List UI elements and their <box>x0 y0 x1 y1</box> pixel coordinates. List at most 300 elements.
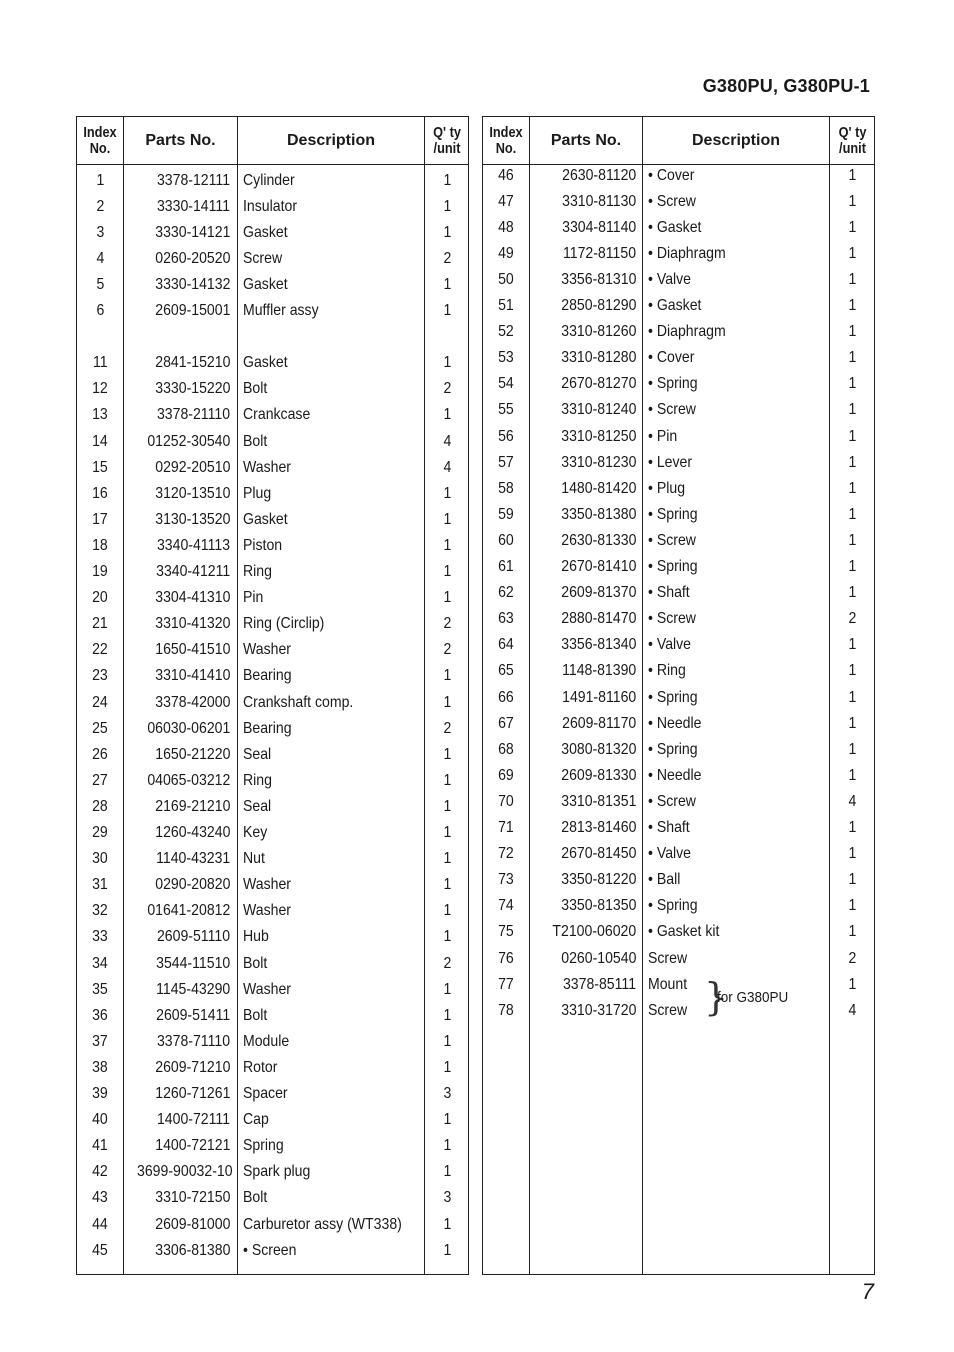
table-row <box>77 1212 468 1238</box>
description-cell: Nut <box>243 850 265 868</box>
qty-cell: 1 <box>848 819 857 836</box>
table-row <box>483 397 874 423</box>
table-row <box>483 241 874 267</box>
qty-cell: 1 <box>443 824 451 841</box>
index-cell: 42 <box>92 1163 108 1181</box>
index-cell: 34 <box>92 954 108 972</box>
description-cell: • Screw <box>648 610 696 628</box>
parts-no-cell: T2100-06020 <box>552 923 636 941</box>
description-cell: • Spring <box>648 558 698 575</box>
table-row <box>483 789 874 815</box>
parts-no-cell: 2609-81330 <box>560 766 636 784</box>
qty-cell: 1 <box>848 401 857 419</box>
index-cell: 71 <box>498 819 514 836</box>
table-row <box>483 319 874 345</box>
parts-no-cell: 2609-81000 <box>154 1215 230 1233</box>
parts-no-cell: 2169-21210 <box>154 797 230 815</box>
parts-no-cell: 3310-81240 <box>560 401 636 419</box>
qty-cell: 1 <box>443 510 451 528</box>
index-cell: 32 <box>92 902 108 920</box>
qty-cell: 1 <box>443 902 451 920</box>
qty-cell: 1 <box>848 740 857 758</box>
index-cell: 75 <box>498 923 514 941</box>
parts-no-cell: 1650-21220 <box>154 745 230 763</box>
qty-cell: 1 <box>443 1241 451 1259</box>
table-row <box>483 606 874 632</box>
header-index: Index No. <box>83 123 117 157</box>
table-row <box>483 450 874 476</box>
description-cell: Screw <box>648 1001 688 1019</box>
index-cell: 49 <box>498 244 514 262</box>
parts-no-cell: 1400-72111 <box>156 1111 230 1129</box>
qty-cell: 1 <box>848 766 857 784</box>
qty-cell <box>425 324 469 350</box>
qty-cell: 1 <box>443 1137 451 1155</box>
qty-cell: 1 <box>848 923 857 941</box>
table-row <box>77 429 468 455</box>
index-cell: 46 <box>498 166 514 184</box>
qty-cell: 4 <box>443 458 451 476</box>
table-row <box>483 867 874 893</box>
parts-no-cell: 04065-03212 <box>147 771 230 789</box>
index-cell: 3 <box>96 223 104 241</box>
qty-cell: 1 <box>848 975 857 993</box>
table-row <box>77 402 468 428</box>
description-cell: • Valve <box>648 270 692 288</box>
index-cell: 25 <box>92 719 108 737</box>
parts-no-cell: 1145-43290 <box>155 980 230 998</box>
parts-no-cell: 3304-41310 <box>154 589 230 607</box>
table-row <box>483 919 874 945</box>
table-row <box>483 893 874 919</box>
index-cell: 27 <box>92 771 108 789</box>
header-parts-no: Parts No. <box>145 131 216 149</box>
index-cell: 16 <box>92 484 108 502</box>
table-row <box>483 815 874 841</box>
table-row <box>77 507 468 533</box>
index-cell: 20 <box>92 589 108 607</box>
qty-cell: 2 <box>848 610 857 628</box>
description-cell: Cap <box>243 1111 269 1129</box>
qty-cell: 1 <box>443 563 451 580</box>
table-row <box>483 371 874 397</box>
table-row <box>77 350 468 376</box>
table-row <box>77 1185 468 1211</box>
description-cell: Crankshaft comp. <box>243 693 354 711</box>
qty-cell: 1 <box>443 484 451 502</box>
description-cell: Washer <box>243 458 291 476</box>
parts-no-cell: 3310-72150 <box>154 1189 230 1207</box>
parts-no-cell: 0260-10540 <box>560 949 636 967</box>
qty-cell: 1 <box>848 897 857 915</box>
table-row <box>77 1159 468 1185</box>
parts-table-left <box>76 116 469 1275</box>
description-cell: Gasket <box>243 275 288 293</box>
index-cell: 72 <box>498 845 514 863</box>
parts-no-cell: 2609-15001 <box>154 302 230 319</box>
brace-icon: } <box>704 975 729 1019</box>
parts-no-cell: 2609-81170 <box>561 714 636 732</box>
qty-cell: 1 <box>848 270 857 288</box>
table-row <box>77 1029 468 1055</box>
description-cell: • Ring <box>648 662 686 680</box>
index-cell: 2 <box>96 197 104 215</box>
index-cell: 12 <box>92 380 108 398</box>
index-cell: 66 <box>498 688 514 706</box>
index-cell: 78 <box>498 1001 514 1019</box>
index-cell: 39 <box>92 1085 108 1102</box>
table-row <box>77 977 468 1003</box>
description-cell: Ring <box>243 563 272 580</box>
description-cell: Bolt <box>243 954 268 972</box>
index-cell: 18 <box>92 536 108 554</box>
index-cell: 6 <box>96 302 104 319</box>
index-cell <box>77 324 123 350</box>
parts-no-cell: 3378-71110 <box>156 1032 230 1050</box>
index-cell: 14 <box>92 432 108 450</box>
table-row <box>483 528 874 554</box>
qty-cell: 1 <box>848 505 857 523</box>
qty-cell: 1 <box>443 1006 451 1024</box>
index-cell: 62 <box>498 584 514 602</box>
parts-no-cell: 0292-20510 <box>154 458 230 476</box>
index-cell: 35 <box>92 980 108 998</box>
index-cell: 48 <box>498 218 514 236</box>
description-cell: • Spring <box>648 740 698 758</box>
parts-no-cell: 2880-81470 <box>560 610 636 628</box>
description-cell: Rotor <box>243 1058 278 1076</box>
description-cell: Screw <box>648 949 688 967</box>
parts-no-cell: 0260-20520 <box>154 249 230 267</box>
parts-no-cell: 1260-43240 <box>154 824 230 841</box>
description-cell: • Shaft <box>648 819 690 836</box>
table-row <box>77 742 468 768</box>
description-cell: Bearing <box>243 667 292 685</box>
description-cell: Washer <box>243 902 291 920</box>
description-cell: • Cover <box>648 349 695 367</box>
description-cell: • Gasket <box>648 218 702 236</box>
qty-cell: 1 <box>848 166 857 184</box>
description-cell: • Plug <box>648 479 686 497</box>
parts-no-cell: 1260-71261 <box>154 1085 230 1102</box>
description-cell: Piston <box>243 536 283 554</box>
qty-cell: 2 <box>443 641 451 659</box>
qty-cell: 4 <box>443 432 451 450</box>
description-cell: Bolt <box>243 1189 268 1207</box>
description-cell: Ring (Circlip) <box>243 615 325 633</box>
table-row <box>483 163 874 189</box>
qty-cell: 1 <box>443 275 451 293</box>
parts-no-cell: 3330-14121 <box>154 223 230 241</box>
index-cell: 64 <box>498 636 514 654</box>
description-cell: Spacer <box>243 1085 288 1102</box>
parts-no-cell: 3378-21110 <box>156 406 230 424</box>
description-cell: Muffler assy <box>243 302 319 319</box>
table-row <box>77 1107 468 1133</box>
index-cell: 21 <box>92 615 108 633</box>
qty-cell: 1 <box>443 928 451 946</box>
description-cell: Spring <box>243 1137 284 1155</box>
qty-cell: 1 <box>443 745 451 763</box>
parts-no-cell: 3350-81350 <box>560 897 636 915</box>
index-cell: 53 <box>498 349 514 367</box>
parts-no-cell: 3340-41211 <box>155 563 230 580</box>
qty-cell: 3 <box>443 1189 451 1207</box>
table-row <box>77 194 468 220</box>
parts-no-cell <box>124 324 230 350</box>
description-cell: Crankcase <box>243 406 311 424</box>
header-qty: Q' ty /unit <box>838 123 867 157</box>
qty-cell: 1 <box>443 589 451 607</box>
description-cell: • Screen <box>243 1241 297 1259</box>
qty-cell: 1 <box>443 197 451 215</box>
table-row <box>77 611 468 637</box>
qty-cell: 1 <box>848 479 857 497</box>
index-cell: 52 <box>498 323 514 341</box>
parts-no-cell: 3310-81260 <box>560 323 636 341</box>
table-row <box>77 272 468 298</box>
brace-note: for G380PU <box>717 989 789 1006</box>
description-cell: Key <box>243 824 268 841</box>
description-cell: Bearing <box>243 719 292 737</box>
qty-cell: 1 <box>848 192 857 210</box>
table-row <box>77 637 468 663</box>
index-cell: 50 <box>498 270 514 288</box>
parts-no-cell: 3310-81351 <box>560 792 636 810</box>
description-cell: • Valve <box>648 845 692 863</box>
table-row <box>77 794 468 820</box>
parts-no-cell: 3699-90032-10 <box>137 1163 233 1181</box>
description-cell: Carburetor assy (WT338) <box>243 1215 402 1233</box>
description-cell: • Spring <box>648 505 698 523</box>
parts-no-cell: 3310-81250 <box>560 427 636 445</box>
index-cell: 19 <box>92 563 108 580</box>
qty-cell: 1 <box>443 876 451 894</box>
parts-no-cell: 01252-30540 <box>147 432 230 450</box>
index-cell: 1 <box>96 171 104 189</box>
table-row <box>77 298 468 324</box>
qty-cell: 1 <box>848 375 857 393</box>
qty-cell: 1 <box>848 636 857 654</box>
table-row <box>77 898 468 924</box>
description-cell: Spark plug <box>243 1163 311 1181</box>
index-cell: 54 <box>498 375 514 393</box>
description-cell: • Spring <box>648 688 698 706</box>
table-row <box>77 1133 468 1159</box>
index-cell: 47 <box>498 192 514 210</box>
qty-cell: 1 <box>443 536 451 554</box>
index-cell: 37 <box>92 1032 108 1050</box>
description-cell: Plug <box>243 484 272 502</box>
table-row <box>77 246 468 272</box>
parts-no-cell: 1650-41510 <box>154 641 230 659</box>
description-cell: Seal <box>243 745 272 763</box>
description-cell: Screw <box>243 249 283 267</box>
table-row <box>483 972 874 998</box>
parts-no-cell: 2630-81120 <box>561 166 636 184</box>
description-cell: Gasket <box>243 354 288 372</box>
parts-no-cell: 3080-81320 <box>560 740 636 758</box>
index-cell: 68 <box>498 740 514 758</box>
index-cell: 58 <box>498 479 514 497</box>
description-cell: Cylinder <box>243 171 295 189</box>
qty-cell: 1 <box>443 850 451 868</box>
description-cell: Bolt <box>243 380 268 398</box>
parts-no-cell: 3310-31720 <box>560 1001 636 1019</box>
description-cell: • Screw <box>648 192 696 210</box>
description-cell: Washer <box>243 876 291 894</box>
parts-no-cell: 3130-13520 <box>154 510 230 528</box>
description-cell: Module <box>243 1032 290 1050</box>
qty-cell: 1 <box>848 453 857 471</box>
qty-cell: 1 <box>443 797 451 815</box>
model-title: G380PU, G380PU-1 <box>702 76 870 96</box>
table-row <box>483 293 874 319</box>
description-cell: Washer <box>243 980 291 998</box>
table-row <box>483 502 874 528</box>
index-cell: 11 <box>92 354 108 372</box>
index-cell: 60 <box>498 531 514 549</box>
parts-no-cell: 3378-42000 <box>154 693 230 711</box>
index-cell: 5 <box>96 275 104 293</box>
header-index: Index No. <box>489 123 523 157</box>
qty-cell: 1 <box>848 297 857 314</box>
index-cell: 43 <box>92 1189 108 1207</box>
parts-no-cell: 1148-81390 <box>561 662 636 680</box>
table-row <box>77 1055 468 1081</box>
parts-no-cell: 2670-81450 <box>560 845 636 863</box>
page-number: 7 <box>861 1279 874 1304</box>
index-cell: 17 <box>92 510 108 528</box>
table-row <box>77 481 468 507</box>
description-cell: • Diaphragm <box>648 244 726 262</box>
qty-cell: 1 <box>443 354 451 372</box>
qty-cell: 1 <box>443 667 451 685</box>
parts-no-cell: 0290-20820 <box>154 876 230 894</box>
parts-no-cell: 3304-81140 <box>561 218 636 236</box>
parts-no-cell: 3310-81130 <box>561 192 636 210</box>
parts-no-cell: 2630-81330 <box>560 531 636 549</box>
header-description: Description <box>691 131 780 149</box>
description-cell: • Screw <box>648 792 696 810</box>
index-cell: 40 <box>92 1111 108 1129</box>
index-cell: 41 <box>92 1137 108 1155</box>
index-cell: 74 <box>498 897 514 915</box>
table-row <box>77 376 468 402</box>
qty-cell: 1 <box>443 406 451 424</box>
table-row <box>77 872 468 898</box>
description-cell: • Screw <box>648 531 696 549</box>
table-row <box>483 424 874 450</box>
parts-no-cell: 1480-81420 <box>560 479 636 497</box>
table-row <box>77 533 468 559</box>
index-cell: 67 <box>498 714 514 732</box>
table-row <box>77 1003 468 1029</box>
description-cell: • Valve <box>648 636 692 654</box>
table-row <box>483 658 874 684</box>
qty-cell: 1 <box>848 244 857 262</box>
table-row <box>77 1238 468 1264</box>
parts-no-cell: 3310-41320 <box>154 615 230 633</box>
table-header <box>483 117 874 165</box>
index-cell: 4 <box>96 249 104 267</box>
table-row <box>483 189 874 215</box>
qty-cell: 1 <box>848 427 857 445</box>
qty-cell: 1 <box>443 1032 451 1050</box>
index-cell: 13 <box>92 406 108 424</box>
qty-cell: 1 <box>848 531 857 549</box>
index-cell: 45 <box>92 1241 108 1259</box>
index-cell: 70 <box>498 792 514 810</box>
index-cell: 22 <box>92 641 108 659</box>
index-cell: 30 <box>92 850 108 868</box>
table-row <box>483 841 874 867</box>
qty-cell: 1 <box>848 871 857 889</box>
table-row <box>483 554 874 580</box>
index-cell: 63 <box>498 610 514 628</box>
header-description: Description <box>286 131 375 149</box>
parts-no-cell: 2609-51411 <box>155 1006 230 1024</box>
table-row <box>483 476 874 502</box>
description-cell <box>243 324 423 350</box>
table-row <box>483 267 874 293</box>
parts-no-cell: 3330-14132 <box>154 275 230 293</box>
parts-no-cell: 1400-72121 <box>154 1137 230 1155</box>
table-row <box>483 580 874 606</box>
qty-cell: 1 <box>848 584 857 602</box>
index-cell: 24 <box>92 693 108 711</box>
parts-no-cell: 01641-20812 <box>147 902 230 920</box>
parts-no-cell: 2841-15210 <box>154 354 230 372</box>
qty-cell: 1 <box>848 845 857 863</box>
description-cell: • Needle <box>648 766 702 784</box>
parts-no-cell: 3330-15220 <box>154 380 230 398</box>
description-cell: Insulator <box>243 197 298 215</box>
qty-cell: 1 <box>443 1215 451 1233</box>
index-cell: 38 <box>92 1058 108 1076</box>
table-row <box>77 663 468 689</box>
index-cell: 28 <box>92 797 108 815</box>
table-row <box>77 924 468 950</box>
table-row <box>77 951 468 977</box>
qty-cell: 1 <box>848 323 857 341</box>
index-cell: 44 <box>92 1215 108 1233</box>
parts-no-cell: 3356-81340 <box>560 636 636 654</box>
qty-cell: 2 <box>443 249 451 267</box>
qty-cell: 1 <box>443 980 451 998</box>
description-cell: Mount <box>648 975 688 993</box>
qty-cell: 4 <box>848 792 857 810</box>
qty-cell: 2 <box>848 949 857 967</box>
qty-cell: 2 <box>443 615 451 633</box>
table-row <box>483 685 874 711</box>
qty-cell: 1 <box>848 662 857 680</box>
parts-no-cell: 2609-71210 <box>154 1058 230 1076</box>
parts-no-cell: 3330-14111 <box>156 197 230 215</box>
table-row <box>483 345 874 371</box>
index-cell: 23 <box>92 667 108 685</box>
parts-no-cell: 3544-11510 <box>155 954 230 972</box>
description-cell: Washer <box>243 641 291 659</box>
description-cell: Hub <box>243 928 269 946</box>
description-cell: Bolt <box>243 432 268 450</box>
table-row <box>77 455 468 481</box>
parts-no-cell: 1172-81150 <box>562 244 636 262</box>
index-cell: 61 <box>498 558 514 575</box>
table-row <box>77 220 468 246</box>
parts-no-cell: 3310-81230 <box>560 453 636 471</box>
qty-cell: 1 <box>848 218 857 236</box>
